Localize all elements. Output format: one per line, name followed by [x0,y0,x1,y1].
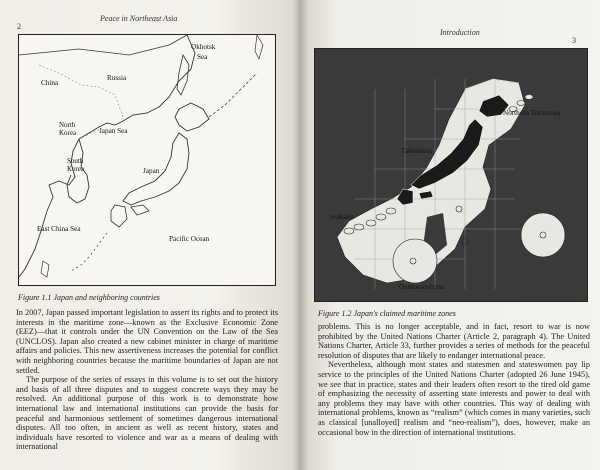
map-label-north-korea-1: North [59,121,76,129]
figure-1-1-map [18,34,276,286]
map-label-japan: Japan [143,167,160,175]
right-body-text [318,322,590,437]
map-label-south-korea-2: Korea [67,165,85,173]
left-running-head: Peace in Northeast Asia [100,14,178,23]
figure-1-2-caption: Figure 1.2 Japan's claimed maritime zones [318,309,456,318]
map-label-east-china-sea: East China Sea [37,225,81,233]
map-label-china: China [41,79,59,87]
book-gutter [292,0,308,470]
right-page-number: 3 [572,36,576,45]
map-label-south-korea-1: South [67,157,84,165]
right-paragraph-2: Nevertheless, although most states and statesmen and stateswomen pay lip service to the principles of the United Nations Charter (adopted 26 June 1945), we see that in practice, states and their leaders often resort to the tired old game of emphasizing the necessity of asserting state interests and power to deal with any problems they may have with other countries. This way of dealing with international problems, known as “realism” (which comes in many varieties, such as classical [unalloyed] realism and “neo-realism”), does, however, make an occasional bow in the direction of international institutions. [318,360,590,437]
map-label-russia: Russia [107,74,127,82]
map-label-northern-territories: Northern Territories [503,109,561,117]
map-label-takeshima: Takeshima [401,147,433,155]
map-label-okhotsk: Okhotsk [191,43,216,51]
figure-1-2-map [314,48,588,302]
map-label-pacific-ocean: Pacific Ocean [169,235,210,243]
left-page-number: 2 [17,22,21,31]
map-label-okhotsk-sea: Sea [197,53,208,61]
map-label-japan-sea: Japan Sea [99,127,128,135]
map-label-north-korea-2: Korea [59,129,77,137]
right-page [300,0,600,470]
right-running-head: Introduction [440,28,480,37]
left-paragraph-2: The purpose of the series of essays in this volume is to set out the history and basis of all three disputes and to suggest concrete ways they may be resolved. An additional purpose of this work is to demonstrate how international law and international institutions can provide the basis for peaceful and harmonious settlement of sometimes dangerous international disputes. All too often, in ancient as well as recent history, states and individuals have resorted to violence and war as a means of dealing with international [16,375,278,452]
map-label-okinotorishima: Okinotorishima [399,283,445,291]
map-label-senkaku: Senkaku [329,213,354,221]
right-paragraph-1: problems. This is no longer acceptable, and in fact, resort to war is now prohibited by the United Nations Charter (Article 2, paragraph 4). The United Nations Charter, Article 33, further provides a series of methods for the peaceful resolution of disputes that are likely to endanger international peace. [318,322,590,360]
figure-1-1-caption: Figure 1.1 Japan and neighboring countries [18,293,160,302]
left-body-text [16,308,278,452]
left-paragraph-1: In 2007, Japan passed important legislation to assert its rights and to protect its interests in the maritime zone—known as the Exclusive Economic Zone (EEZ)—that it controls under the UN Convention on the Law of the Sea (UNCLOS). Japan also created a new cabinet minister in charge of maritime affairs and policies. This new assertiveness increases the potential for conflict with neighboring countries because the maritime boundaries of Japan are not settled. [16,308,278,375]
